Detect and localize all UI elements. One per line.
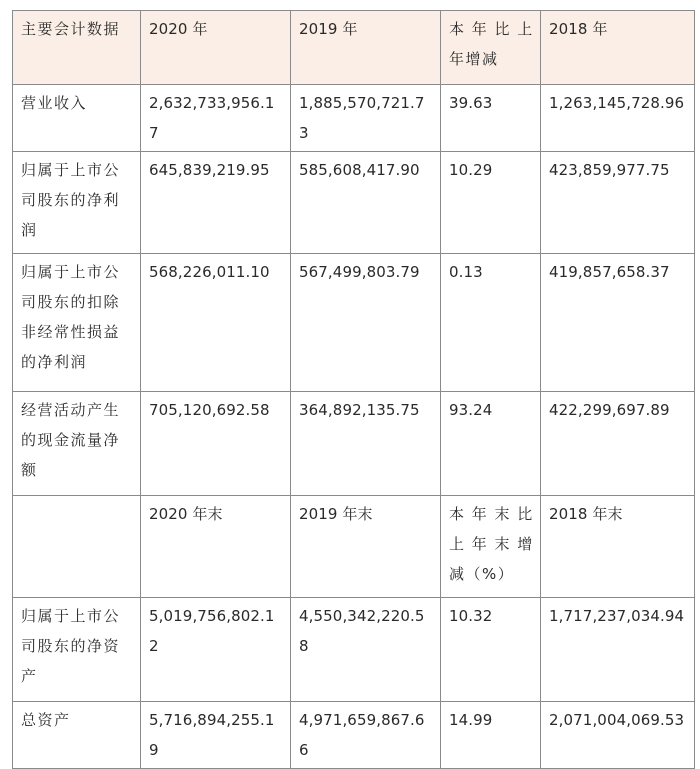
cell-2019: 364,892,135.75 [291, 392, 441, 496]
header-cell-2019: 2019 年 [291, 11, 441, 85]
row-label: 经营活动产生的现金流量净额 [13, 392, 141, 496]
cell-change: 93.24 [441, 392, 541, 496]
table-header-row [13, 11, 695, 85]
cell-change: 39.63 [441, 85, 541, 152]
table-row-net-profit-deducted [13, 254, 695, 392]
cell-2019: 1,885,570,721.73 [291, 85, 441, 152]
cell-change: 10.29 [441, 152, 541, 254]
row-label: 归属于上市公司股东的净利润 [13, 152, 141, 254]
cell-2018-end: 2018 年末 [541, 496, 695, 598]
cell-2018: 423,859,977.75 [541, 152, 695, 254]
row-label: 归属于上市公司股东的扣除非经常性损益的净利润 [13, 254, 141, 392]
cell-2020: 568,226,011.10 [141, 254, 291, 392]
header-cell-label: 主要会计数据 [13, 11, 141, 85]
row-label: 营业收入 [13, 85, 141, 152]
cell-2019: 567,499,803.79 [291, 254, 441, 392]
cell-change-header: 本 年 末 比 上 年 末 增 减（%） [441, 496, 541, 598]
table-subheader-row [13, 496, 695, 598]
cell-2020: 645,839,219.95 [141, 152, 291, 254]
cell-change: 10.32 [441, 598, 541, 702]
cell-2020: 5,716,894,255.19 [141, 702, 291, 769]
table-row-operating-cash-flow [13, 392, 695, 496]
cell-2020: 705,120,692.58 [141, 392, 291, 496]
row-label: 归属于上市公司股东的净资产 [13, 598, 141, 702]
cell-2020-end: 2020 年末 [141, 496, 291, 598]
cell-change: 0.13 [441, 254, 541, 392]
table-row-net-profit [13, 152, 695, 254]
table-row-total-assets [13, 702, 695, 769]
header-cell-yoy-change: 本 年 比 上 年增减 [441, 11, 541, 85]
cell-2020: 5,019,756,802.12 [141, 598, 291, 702]
header-cell-2020: 2020 年 [141, 11, 291, 85]
cell-2019: 4,971,659,867.66 [291, 702, 441, 769]
table-row-revenue [13, 85, 695, 152]
cell-2018: 422,299,697.89 [541, 392, 695, 496]
cell-2020: 2,632,733,956.17 [141, 85, 291, 152]
cell-2018: 1,263,145,728.96 [541, 85, 695, 152]
cell-2019: 4,550,342,220.58 [291, 598, 441, 702]
cell-2018: 2,071,004,069.53 [541, 702, 695, 769]
key-accounting-data-table [12, 10, 695, 769]
cell-2019-end: 2019 年末 [291, 496, 441, 598]
cell-change: 14.99 [441, 702, 541, 769]
cell-2018: 1,717,237,034.94 [541, 598, 695, 702]
cell-2018: 419,857,658.37 [541, 254, 695, 392]
cell-2019: 585,608,417.90 [291, 152, 441, 254]
table-row-net-assets [13, 598, 695, 702]
header-cell-2018: 2018 年 [541, 11, 695, 85]
financial-data-table-wrapper [12, 10, 695, 769]
row-label: 总资产 [13, 702, 141, 769]
row-label [13, 496, 141, 598]
